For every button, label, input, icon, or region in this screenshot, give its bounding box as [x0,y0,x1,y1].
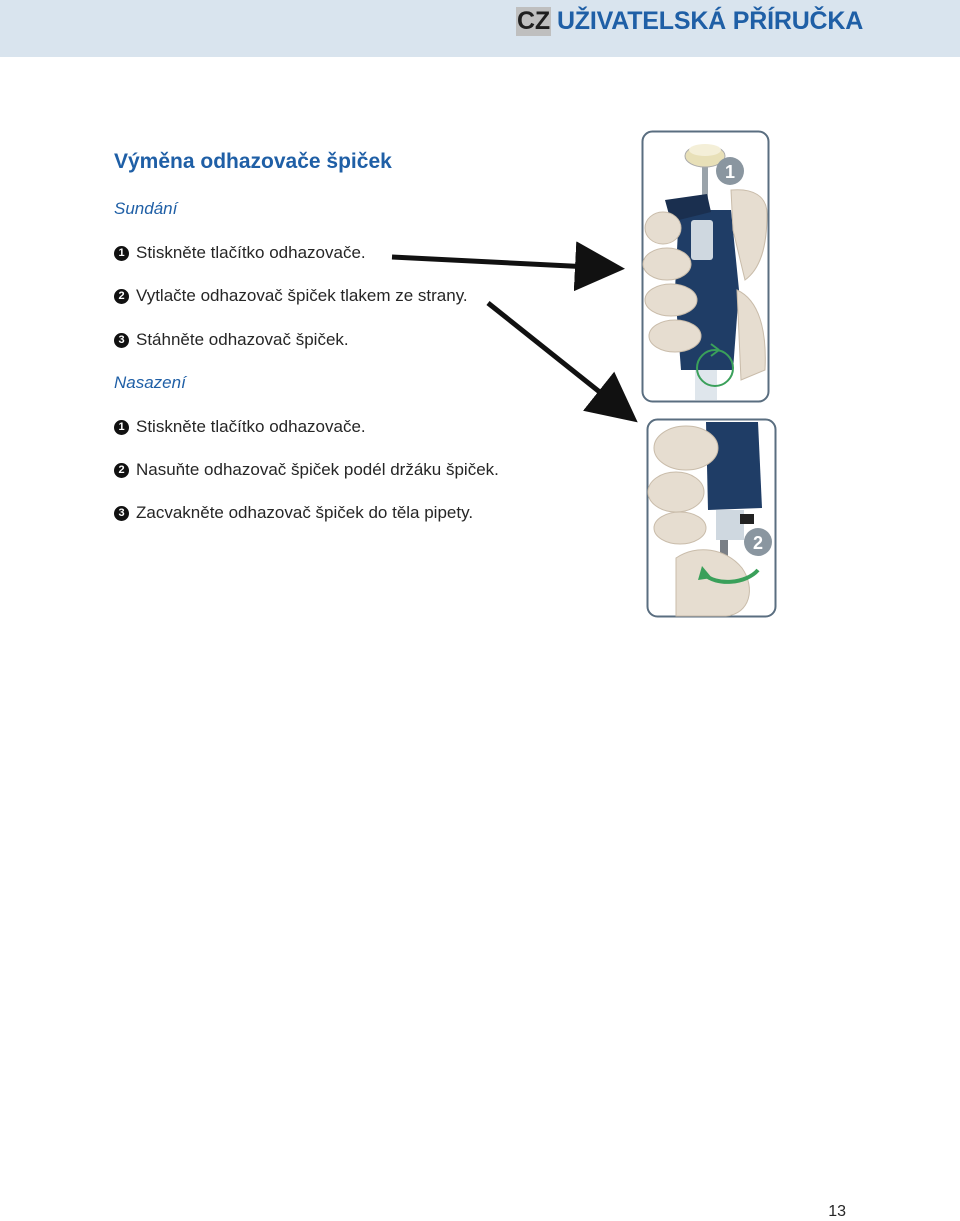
section-title: Výměna odhazovače špiček [114,150,392,173]
step-number-badge: 2 [114,289,129,304]
arrow-to-bottom-photo [488,303,626,413]
step-text: Vytlačte odhazovač špiček tlakem ze strany. [136,286,468,305]
attach-heading: Nasazení [114,373,186,392]
step-badge-1: 1 [724,162,736,182]
step-text: Zacvakněte odhazovač špiček do těla pipety. [136,503,474,522]
step-text: Stáhněte odhazovač špiček. [136,330,349,349]
manual-title: UŽIVATELSKÁ PŘÍRUČKA [556,6,864,35]
removal-heading: Sundání [114,199,178,218]
step-number-badge: 1 [114,420,129,435]
photo-attach-ejector [646,418,778,619]
attach-step-1 [114,417,366,437]
step-number-badge: 1 [114,246,129,261]
removal-step-1 [114,243,366,263]
step-number-badge: 3 [114,333,129,348]
step-number-badge: 2 [114,463,129,478]
attach-step-3 [114,503,473,523]
photo-press-ejector [641,130,771,404]
language-code: CZ [517,6,550,35]
step-text: Stiskněte tlačítko odhazovače. [136,417,366,436]
page-number: 13 [828,1203,846,1220]
step-badge-2: 2 [752,533,764,553]
arrow-to-top-photo [392,257,610,268]
removal-step-2 [114,286,468,306]
header-title [516,5,863,37]
step-text: Stiskněte tlačítko odhazovače. [136,243,366,262]
step-number-badge: 3 [114,506,129,521]
step-text: Nasuňte odhazovač špiček podél držáku špiček. [136,460,499,479]
removal-step-3 [114,330,349,350]
attach-step-2 [114,460,499,480]
